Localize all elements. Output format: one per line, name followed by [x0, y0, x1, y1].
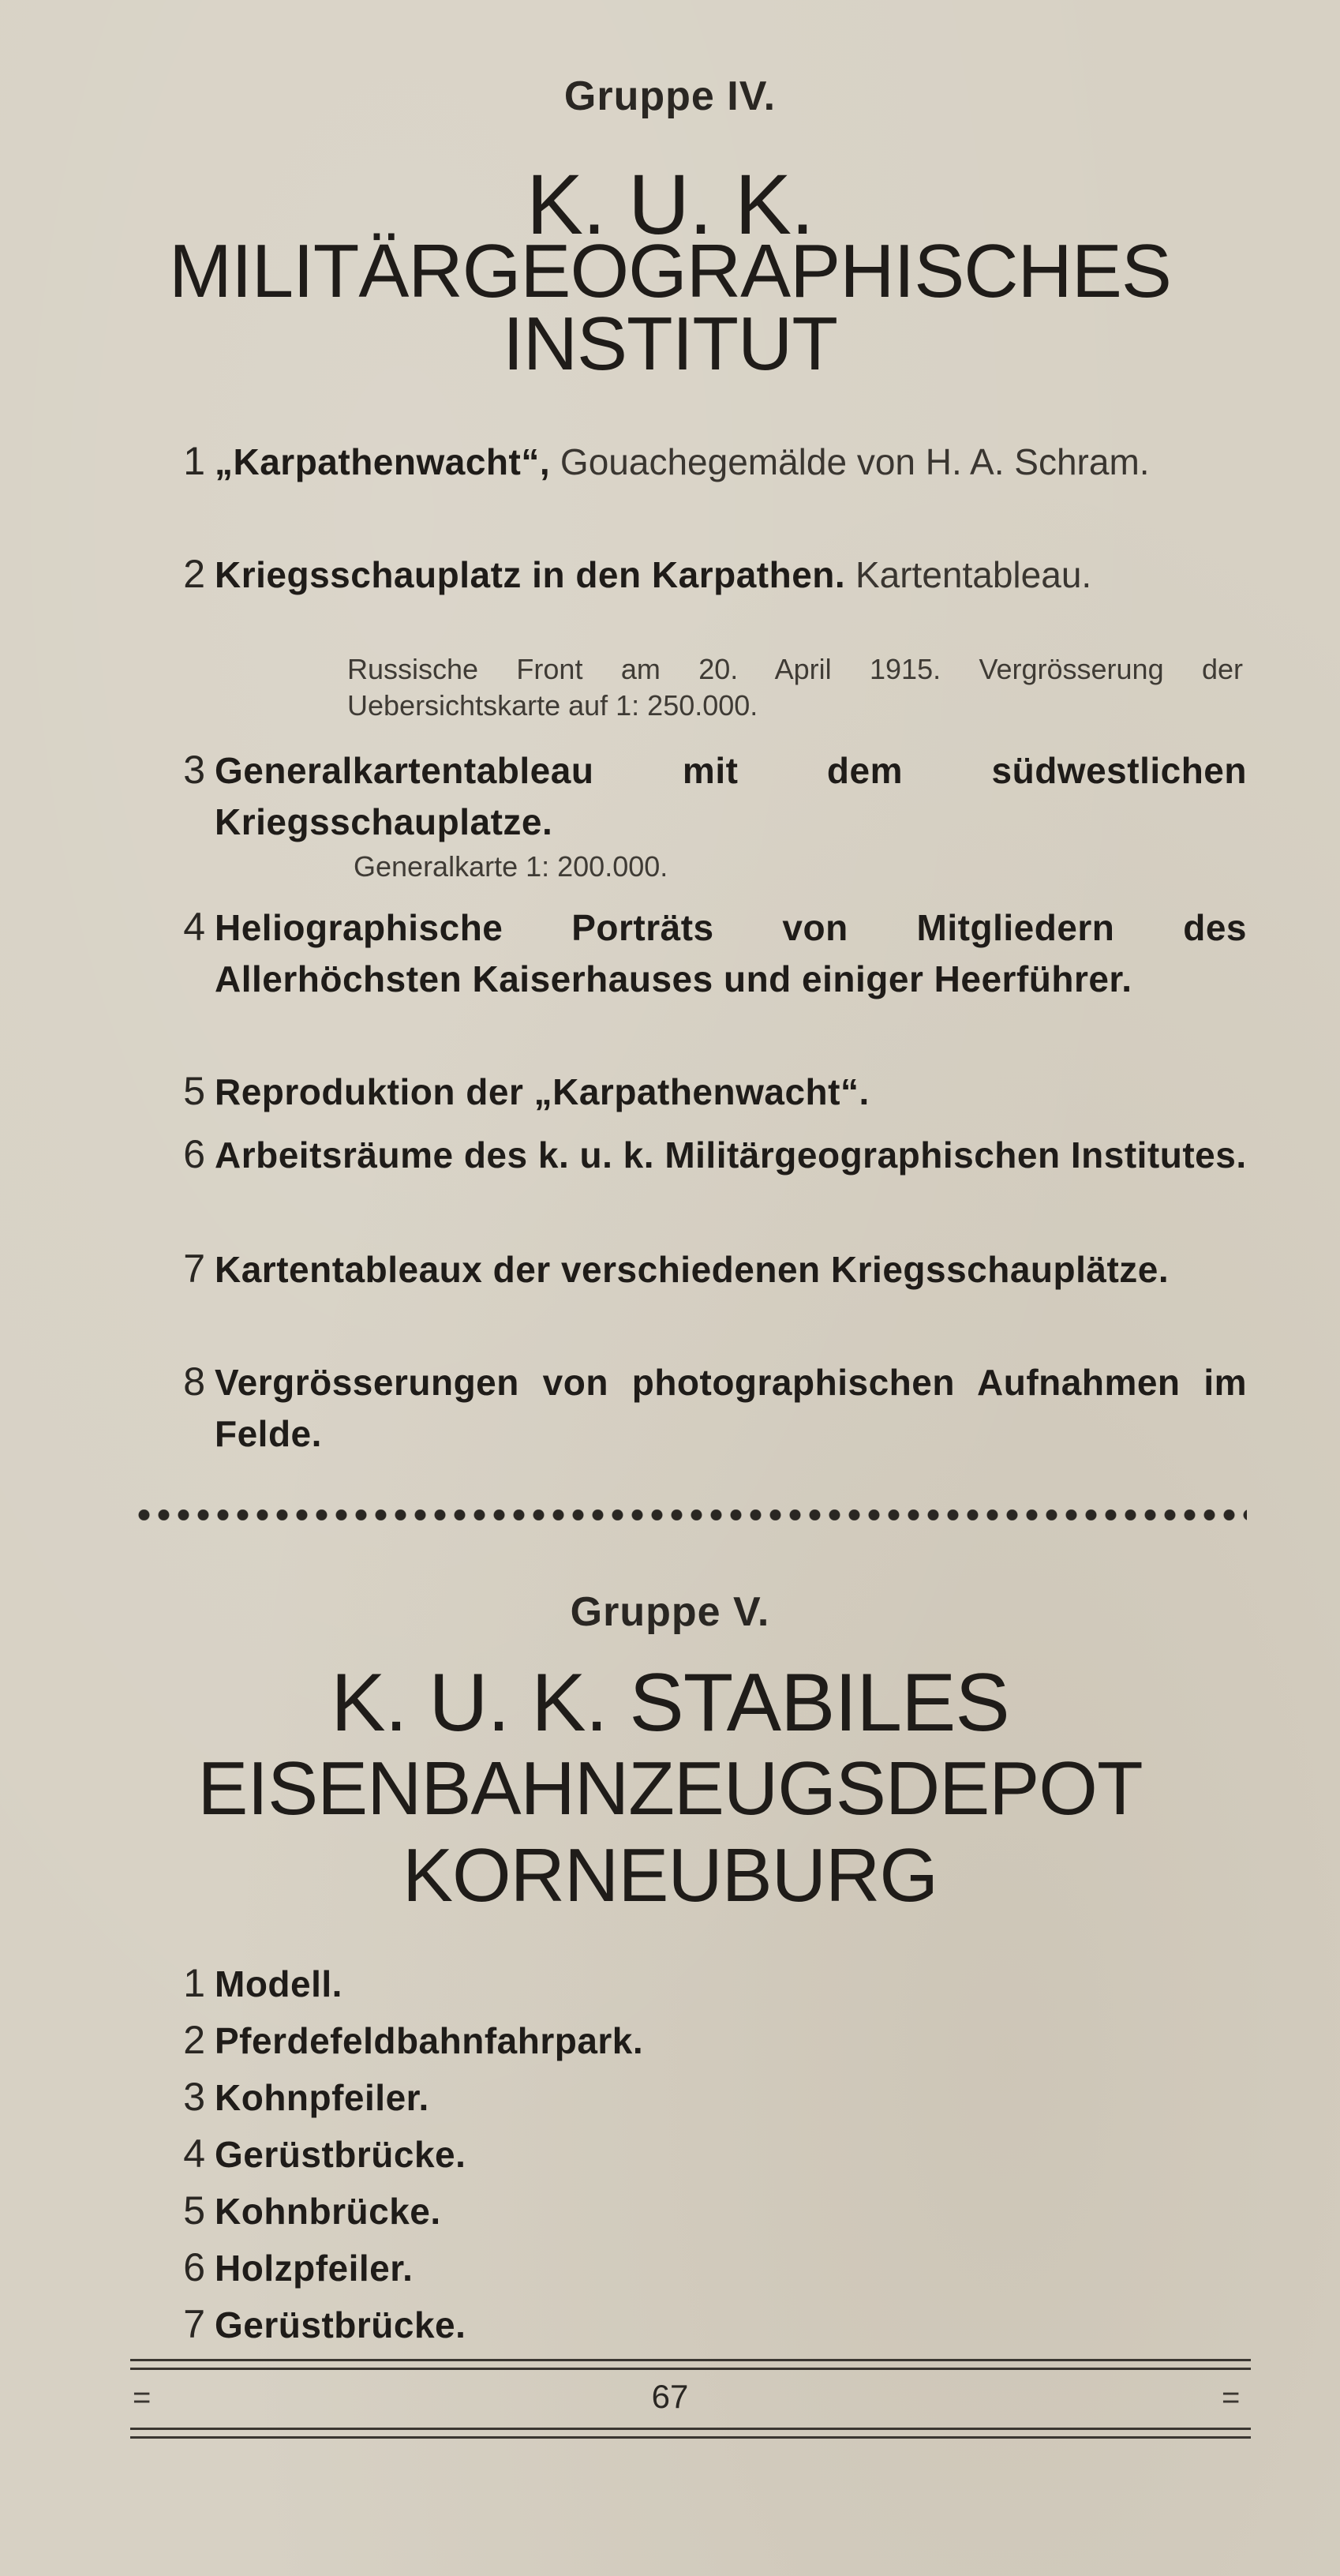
group-iv-item-3-note: Generalkarte 1: 200.000.: [354, 850, 668, 883]
item-number: 8: [183, 1359, 205, 1404]
item-number: 5: [183, 1069, 205, 1113]
item-number: 4: [183, 2132, 205, 2176]
item-number: 3: [183, 748, 205, 792]
item-title: „Karpathenwacht“,: [215, 441, 551, 482]
item-title: Kartentableaux der verschiedenen Kriegsschauplätze.: [215, 1249, 1170, 1290]
page-number: 67: [651, 2378, 689, 2415]
group-v-title-line-3: KORNEUBURG: [402, 1833, 938, 1918]
footer-rule-top: [130, 2359, 1251, 2370]
item-title: Gerüstbrücke.: [215, 2134, 466, 2175]
item-title: Modell.: [215, 1963, 342, 2004]
item-title: Pferdefeldbahnfahrpark.: [215, 2020, 644, 2061]
group-iv-label: Gruppe IV.: [563, 73, 777, 119]
item-title: Arbeitsräume des k. u. k. Militärgeographischen Institutes.: [215, 1134, 1247, 1176]
item-title: Holzpfeiler.: [215, 2248, 414, 2289]
item-number: 7: [183, 1247, 205, 1291]
item-number: 3: [183, 2075, 205, 2119]
group-v-title-line-1: K. U. K. STABILES: [331, 1657, 1009, 1749]
item-number: 7: [183, 2302, 205, 2346]
item-title: Kohnpfeiler.: [215, 2077, 429, 2118]
group-iv-title-line-2: MILITÄRGEOGRAPHISCHES: [169, 229, 1171, 313]
group-v-title-line-2: EISENBAHNZEUGSDEPOT: [197, 1746, 1143, 1831]
item-title: Heliographische Porträts von Mitgliedern des Allerhöchsten Kaiserhauses und einiger Heerführer.: [215, 907, 1247, 999]
item-number: 1: [183, 439, 205, 483]
item-number: 4: [183, 905, 205, 949]
item-number: 6: [183, 1132, 205, 1176]
item-title: Gerüstbrücke.: [215, 2304, 466, 2345]
item-title: Reproduktion der „Karpathenwacht“.: [215, 1071, 870, 1112]
item-number: 2: [183, 2018, 205, 2062]
footer-left-mark: =: [133, 2380, 152, 2415]
item-title: Vergrösserungen von photographischen Aufnahmen im Felde.: [215, 1362, 1247, 1454]
item-title: Kohnbrücke.: [215, 2191, 441, 2232]
item-number: 6: [183, 2245, 205, 2289]
footer-right-mark: =: [1222, 2380, 1241, 2415]
item-number: 5: [183, 2188, 205, 2233]
group-iv-title-line-3: INSTITUT: [503, 302, 837, 386]
group-iv-title-line-1: K. U. K.: [526, 156, 814, 252]
item-number: 2: [183, 552, 205, 596]
group-v-label: Gruppe V.: [570, 1589, 770, 1635]
item-number: 1: [183, 1961, 205, 2005]
item-description: Gouachegemälde von H. A. Schram.: [550, 441, 1150, 482]
item-description: Kartentableau.: [845, 554, 1092, 595]
footer-rule-bottom: [130, 2428, 1251, 2439]
group-iv-item-2-note: Russische Front am 20. April 1915. Vergrösserung der Uebersichtskarte auf 1: 250.000.: [347, 653, 1243, 722]
item-title: Generalkartentableau mit dem südwestlichen Kriegsschauplatze.: [215, 750, 1247, 842]
dotted-separator: [134, 1509, 1247, 1520]
item-title: Kriegsschauplatz in den Karpathen.: [215, 554, 846, 595]
